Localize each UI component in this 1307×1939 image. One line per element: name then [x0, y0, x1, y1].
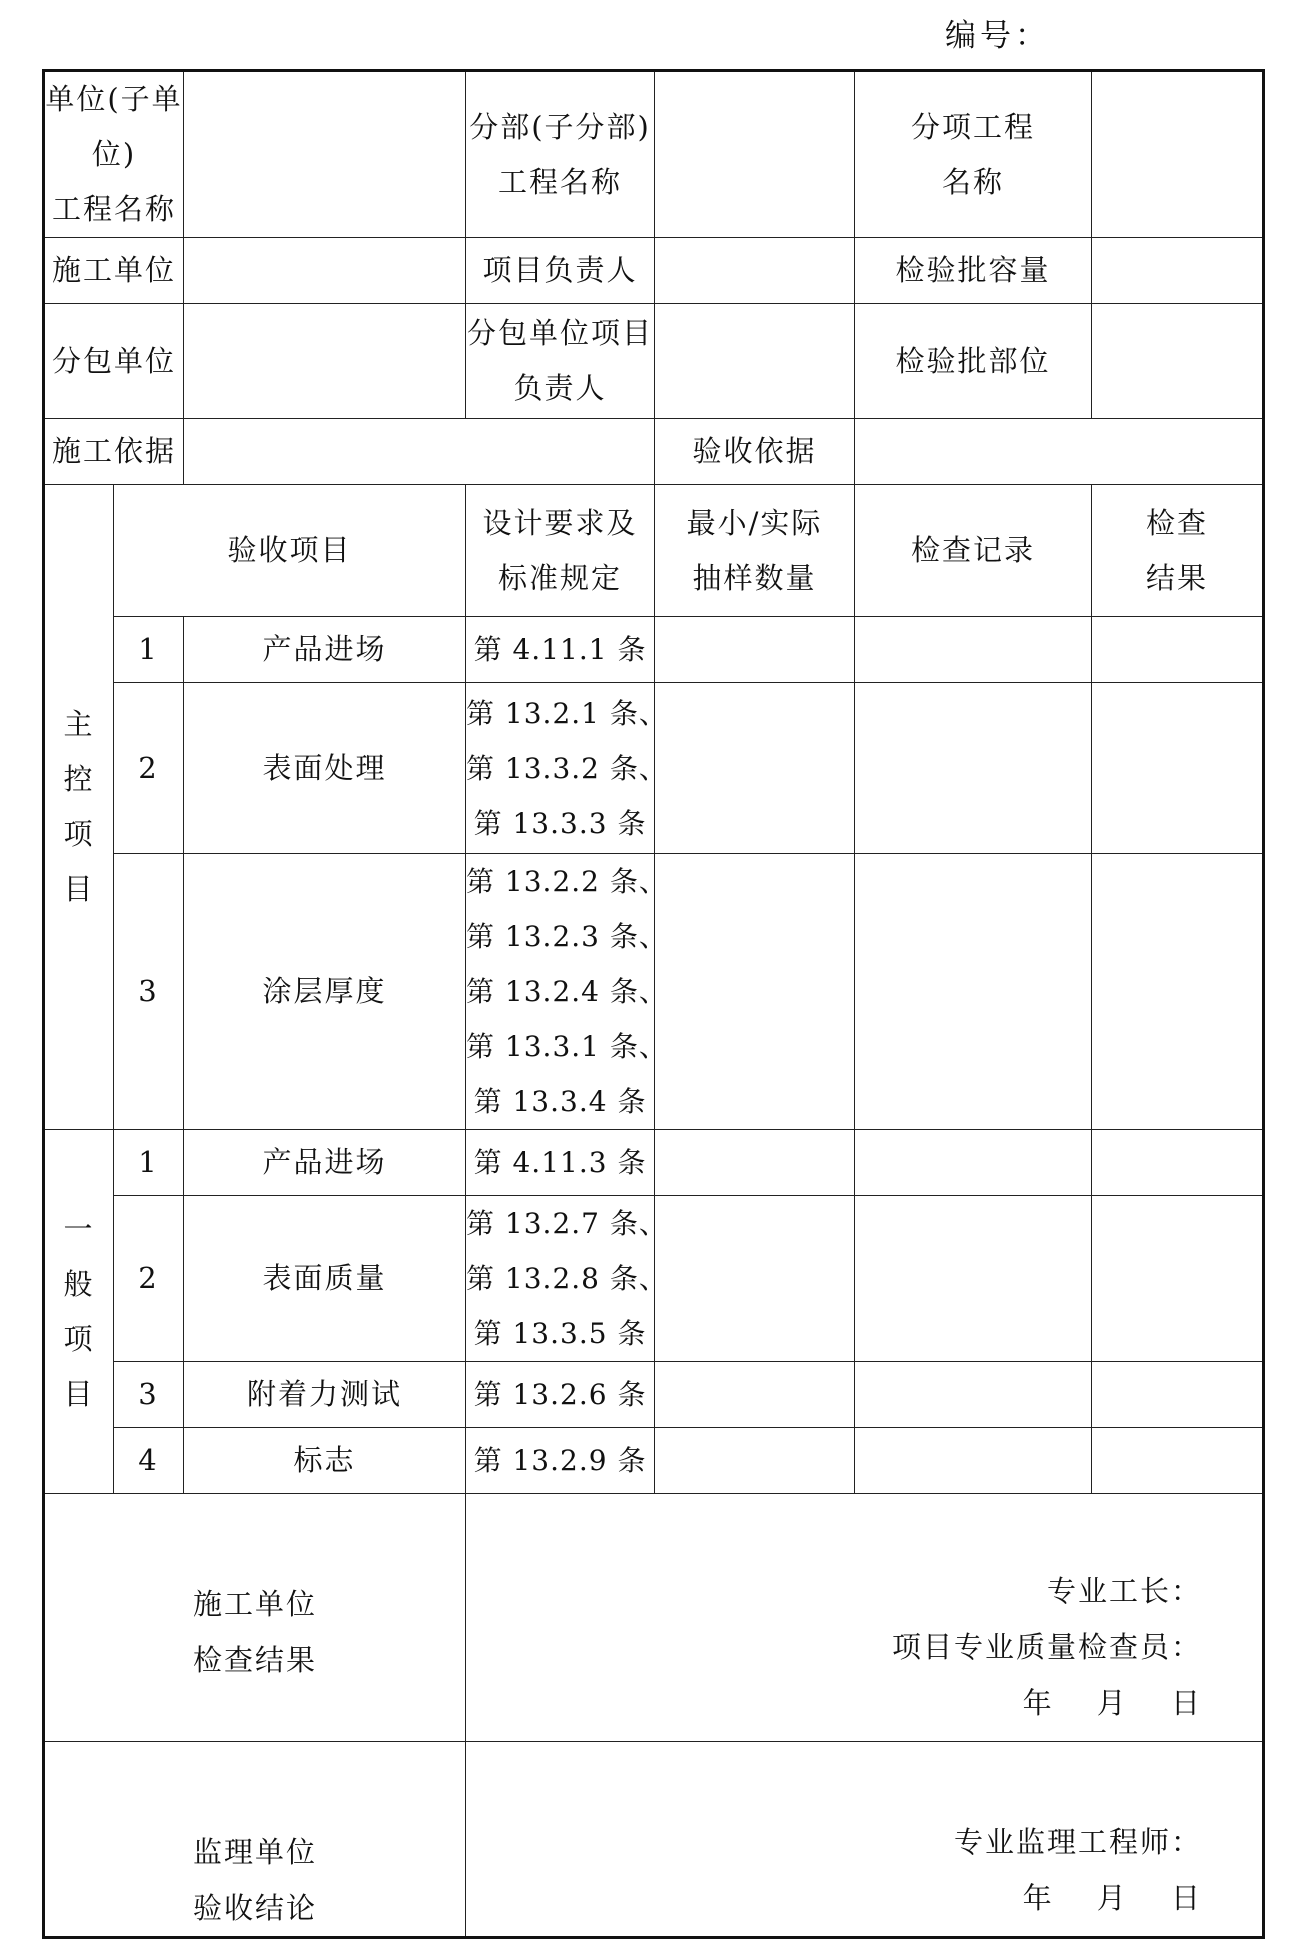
unit-project-name-label-line-2: 工程名称 — [52, 192, 177, 226]
general-item-row-sample[interactable] — [655, 1428, 855, 1494]
general-item-row-result[interactable] — [1092, 1362, 1264, 1428]
construction-basis-label: 施工依据 — [44, 419, 184, 485]
unit-project-name-label-line-1: 单位(子单位) — [45, 82, 183, 171]
general-item-row-result[interactable] — [1092, 1428, 1264, 1494]
sub-manager-label — [466, 304, 655, 419]
division-project-name-label-line-2: 工程名称 — [498, 164, 623, 199]
general-item-row-record[interactable] — [855, 1196, 1092, 1362]
main-item-row-clause-line-3: 第 13.2.4 条、 — [466, 975, 668, 1008]
general-item-group-label — [44, 1130, 114, 1494]
general-item-row-record[interactable] — [855, 1428, 1092, 1494]
col-header-result — [1092, 485, 1264, 617]
general-item-label-char: 目 — [63, 1376, 95, 1411]
main-item-row-clause-line-5: 第 13.3.4 条 — [473, 1085, 647, 1118]
subitem-project-name-label-line-1: 分项工程 — [911, 109, 1036, 144]
constructor-check-signature[interactable] — [466, 1494, 1264, 1742]
general-item-row-record[interactable] — [855, 1362, 1092, 1428]
main-items-label-char: 项 — [63, 817, 95, 851]
col-header-result-line-2: 结果 — [1146, 560, 1209, 595]
main-items-label-char: 控 — [63, 762, 95, 796]
project-manager-label: 项目负责人 — [466, 238, 655, 304]
main-item-row-no: 2 — [114, 683, 184, 854]
supervisor-check-label-line-2: 验收结论 — [193, 1891, 318, 1925]
main-item-row-sample[interactable] — [655, 854, 855, 1130]
division-project-name-label — [466, 71, 655, 238]
main-item-row-result[interactable] — [1092, 854, 1264, 1130]
general-item-row-clause-line-1: 第 13.2.7 条、 — [466, 1207, 668, 1240]
general-item-row-name: 标志 — [184, 1428, 466, 1494]
col-header-sample-line-2: 抽样数量 — [692, 560, 817, 595]
main-item-row-name: 表面处理 — [184, 683, 466, 854]
main-items-label-char: 主 — [63, 707, 95, 741]
main-item-row-sample[interactable] — [655, 683, 855, 854]
general-item-row-name: 产品进场 — [184, 1130, 466, 1196]
main-item-row-clause-line-3: 第 13.3.3 条 — [473, 806, 647, 840]
main-item-row-clause-line-1: 第 13.2.2 条、 — [466, 865, 668, 898]
main-item-row-no: 1 — [114, 617, 184, 683]
batch-capacity-value[interactable] — [1092, 238, 1264, 304]
general-item-label-char: 项 — [63, 1321, 95, 1356]
main-item-row-clause-line-2: 第 13.2.3 条、 — [466, 920, 668, 953]
general-item-row-clause-line-3: 第 13.3.5 条 — [473, 1317, 647, 1350]
acceptance-basis-value[interactable] — [855, 419, 1264, 485]
serial-number-label: 编号： — [945, 18, 1050, 54]
subcontractor-label: 分包单位 — [44, 304, 184, 419]
batch-location-value[interactable] — [1092, 304, 1264, 419]
col-header-item: 验收项目 — [114, 485, 466, 617]
general-item-row-clause-line-2: 第 13.2.8 条、 — [466, 1262, 668, 1295]
main-item-row-result[interactable] — [1092, 617, 1264, 683]
col-header-design-req-line-2: 标准规定 — [498, 560, 623, 595]
main-item-row-clause-line-2: 第 13.3.2 条、 — [466, 751, 668, 785]
constructor-check-label-line-1: 施工单位 — [193, 1587, 318, 1621]
col-header-record: 检查记录 — [855, 485, 1092, 617]
subitem-project-name-label — [855, 71, 1092, 238]
constructor-check-signature-line-3: 年 月 日 — [1022, 1686, 1203, 1720]
sub-manager-value[interactable] — [655, 304, 855, 419]
general-item-row-sample[interactable] — [655, 1130, 855, 1196]
general-item-row-clause — [466, 1362, 655, 1428]
batch-capacity-label: 检验批容量 — [855, 238, 1092, 304]
general-item-row-no: 4 — [114, 1428, 184, 1494]
general-item-row-clause-line-1: 第 13.2.6 条 — [473, 1378, 647, 1411]
main-items-group-label — [44, 485, 114, 1130]
main-item-row-result[interactable] — [1092, 683, 1264, 854]
inspection-batch-form — [42, 69, 1265, 1939]
division-project-name-label-line-1: 分部(子分部) — [469, 109, 651, 144]
constructor-check-label — [44, 1494, 466, 1742]
general-item-row-name: 附着力测试 — [184, 1362, 466, 1428]
main-item-row-name: 涂层厚度 — [184, 854, 466, 1130]
subitem-project-name-label-line-2: 名称 — [942, 164, 1005, 199]
main-item-row-record[interactable] — [855, 617, 1092, 683]
constructor-check-signature-line-2: 项目专业质量检查员： — [892, 1630, 1203, 1664]
col-header-sample-line-1: 最小/实际 — [686, 505, 823, 540]
general-item-row-result[interactable] — [1092, 1196, 1264, 1362]
main-item-row-clause — [466, 683, 668, 854]
supervisor-check-label — [44, 1742, 466, 1938]
general-item-row-no: 1 — [114, 1130, 184, 1196]
main-item-row-clause — [466, 617, 655, 683]
general-item-row-clause-line-1: 第 4.11.3 条 — [473, 1146, 647, 1179]
general-item-row-sample[interactable] — [655, 1196, 855, 1362]
main-item-row-sample[interactable] — [655, 617, 855, 683]
general-item-row-no: 3 — [114, 1362, 184, 1428]
unit-project-name-label — [44, 71, 184, 238]
constructor-value[interactable] — [184, 238, 466, 304]
general-item-row-clause — [466, 1130, 655, 1196]
general-item-label-char: 般 — [63, 1266, 95, 1301]
batch-location-label: 检验批部位 — [855, 304, 1092, 419]
general-item-row-clause — [466, 1428, 655, 1494]
construction-basis-value[interactable] — [184, 419, 655, 485]
general-item-row-sample[interactable] — [655, 1362, 855, 1428]
main-item-row-clause-line-1: 第 13.2.1 条、 — [466, 696, 668, 730]
project-manager-value[interactable] — [655, 238, 855, 304]
acceptance-basis-label: 验收依据 — [655, 419, 855, 485]
col-header-design-req — [466, 485, 655, 617]
col-header-result-line-1: 检查 — [1146, 505, 1209, 540]
main-item-row-clause-line-1: 第 4.11.1 条 — [473, 633, 647, 666]
main-item-row-clause — [466, 854, 668, 1130]
col-header-sample — [655, 485, 855, 617]
main-item-row-clause-line-4: 第 13.3.1 条、 — [466, 1030, 668, 1063]
unit-project-name-value[interactable] — [184, 71, 466, 238]
general-item-row-name: 表面质量 — [184, 1196, 466, 1362]
division-project-name-value[interactable] — [655, 71, 855, 238]
general-item-row-clause-line-1: 第 13.2.9 条 — [473, 1444, 647, 1477]
constructor-label: 施工单位 — [44, 238, 184, 304]
general-item-row-result[interactable] — [1092, 1130, 1264, 1196]
supervisor-check-signature-line-2: 年 月 日 — [1022, 1881, 1203, 1915]
supervisor-check-signature[interactable] — [466, 1742, 1264, 1938]
subitem-project-name-value[interactable] — [1092, 71, 1264, 238]
main-items-label-char: 目 — [63, 872, 95, 906]
general-item-label-char: 一 — [63, 1211, 95, 1246]
main-item-row-name: 产品进场 — [184, 617, 466, 683]
sub-manager-label-line-1: 分包单位项目 — [467, 316, 654, 350]
supervisor-check-signature-line-1: 专业监理工程师： — [954, 1825, 1203, 1859]
sub-manager-label-line-2: 负责人 — [513, 371, 607, 405]
general-item-row-clause — [466, 1196, 668, 1362]
col-header-design-req-line-1: 设计要求及 — [482, 505, 638, 540]
constructor-check-signature-line-1: 专业工长： — [1047, 1574, 1203, 1608]
supervisor-check-label-line-1: 监理单位 — [193, 1835, 318, 1869]
main-item-row-record[interactable] — [855, 854, 1092, 1130]
general-item-row-record[interactable] — [855, 1130, 1092, 1196]
subcontractor-value[interactable] — [184, 304, 466, 419]
general-item-row-no: 2 — [114, 1196, 184, 1362]
main-item-row-record[interactable] — [855, 683, 1092, 854]
main-item-row-no: 3 — [114, 854, 184, 1130]
constructor-check-label-line-2: 检查结果 — [193, 1643, 318, 1677]
